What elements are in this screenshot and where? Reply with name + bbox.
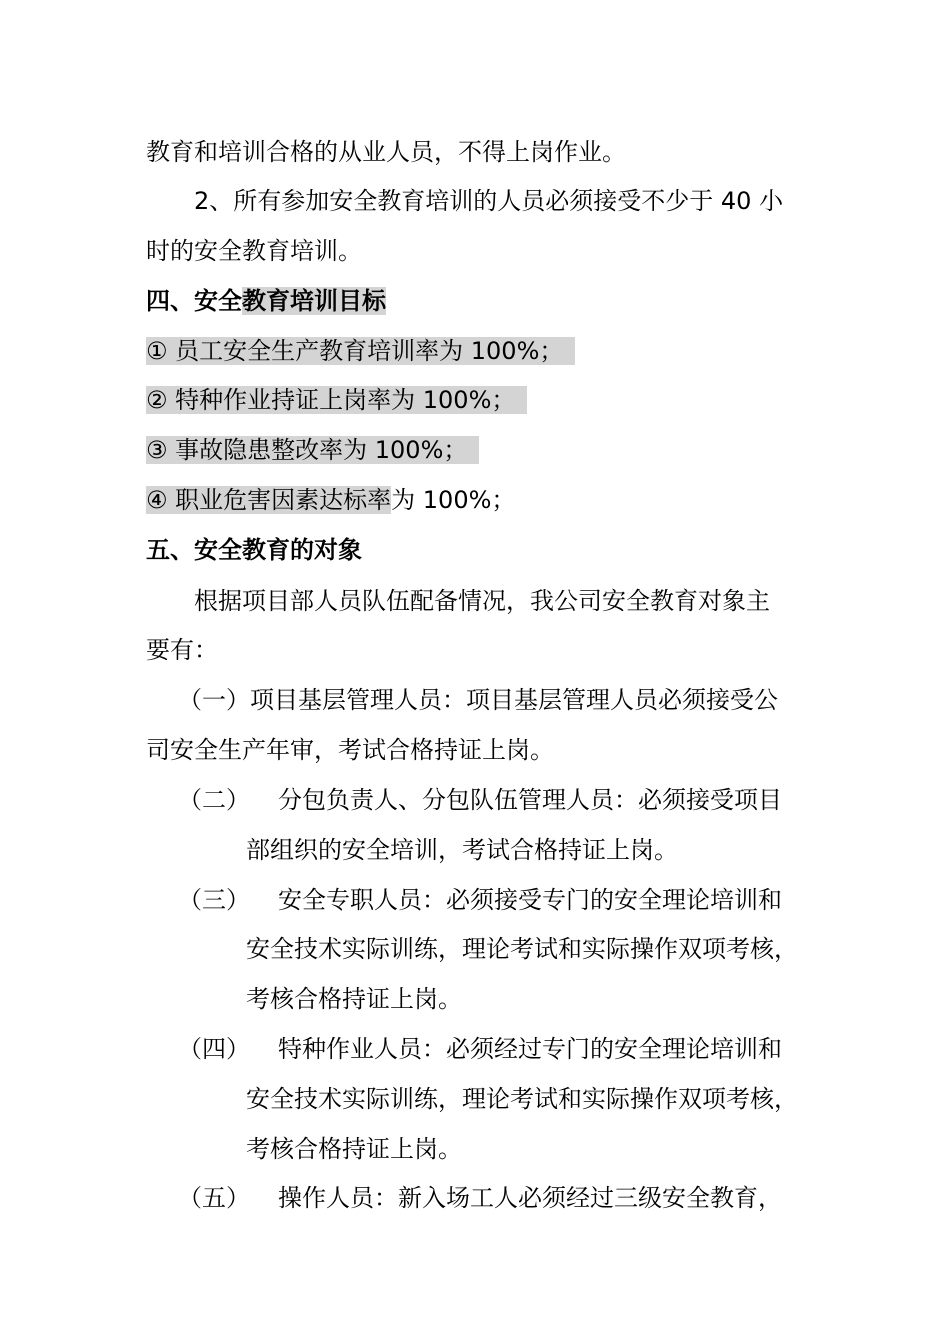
goal-item bbox=[146, 433, 479, 467]
goal-item bbox=[146, 383, 527, 417]
highlighted-heading-text: 教育培训目标 bbox=[242, 287, 386, 315]
body-text-line: 根据项目部人员队伍配备情况，我公司安全教育对象主 bbox=[194, 587, 770, 615]
highlighted-goal-text: ③ 事故隐患整改率为 100%； bbox=[146, 436, 479, 464]
list-number: （五） bbox=[178, 1184, 250, 1212]
highlighted-goal-text: ② 特种作业持证上岗率为 100%； bbox=[146, 386, 527, 414]
list-item-3-cont: 安全技术实际训练，理论考试和实际操作双项考核， bbox=[246, 935, 798, 963]
list-text: 操作人员：新入场工人必须经过三级安全教育， bbox=[278, 1184, 782, 1212]
section-heading-5: 五、安全教育的对象 bbox=[146, 536, 362, 564]
list-item-1: （一）项目基层管理人员：项目基层管理人员必须接受公 bbox=[178, 686, 778, 714]
list-text: 特种作业人员：必须经过专门的安全理论培训和 bbox=[278, 1035, 782, 1063]
goal-text: 为 100%； bbox=[391, 486, 516, 514]
goal-item bbox=[146, 483, 515, 517]
list-number: （二） bbox=[178, 786, 250, 814]
body-text-line: 时的安全教育培训。 bbox=[146, 237, 362, 265]
list-item-2 bbox=[178, 783, 782, 817]
list-item-3-cont: 考核合格持证上岗。 bbox=[246, 985, 462, 1013]
list-item-4 bbox=[178, 1032, 782, 1066]
highlighted-goal-text: ④ 职业危害因素达标率 bbox=[146, 486, 392, 514]
heading-text: 四、安全 bbox=[146, 287, 242, 315]
list-number: （三） bbox=[178, 886, 250, 914]
body-text-line: 要有： bbox=[146, 636, 218, 664]
body-text-line: 教育和培训合格的从业人员，不得上岗作业。 bbox=[146, 138, 626, 166]
list-item-1-cont: 司安全生产年审，考试合格持证上岗。 bbox=[146, 736, 554, 764]
list-item-4-cont: 安全技术实际训练，理论考试和实际操作双项考核， bbox=[246, 1085, 798, 1113]
list-item-2-cont: 部组织的安全培训，考试合格持证上岗。 bbox=[246, 836, 678, 864]
list-item-3 bbox=[178, 883, 782, 917]
section-heading-4 bbox=[146, 284, 386, 318]
list-text: 安全专职人员：必须接受专门的安全理论培训和 bbox=[278, 886, 782, 914]
list-text: 分包负责人、分包队伍管理人员：必须接受项目 bbox=[278, 786, 782, 814]
body-text-line: 2、所有参加安全教育培训的人员必须接受不少于 40 小 bbox=[194, 187, 784, 215]
list-item-5 bbox=[178, 1181, 782, 1215]
highlighted-goal-text: ① 员工安全生产教育培训率为 100%； bbox=[146, 337, 575, 365]
goal-item bbox=[146, 334, 575, 368]
list-number: （四） bbox=[178, 1035, 250, 1063]
list-item-4-cont: 考核合格持证上岗。 bbox=[246, 1135, 462, 1163]
